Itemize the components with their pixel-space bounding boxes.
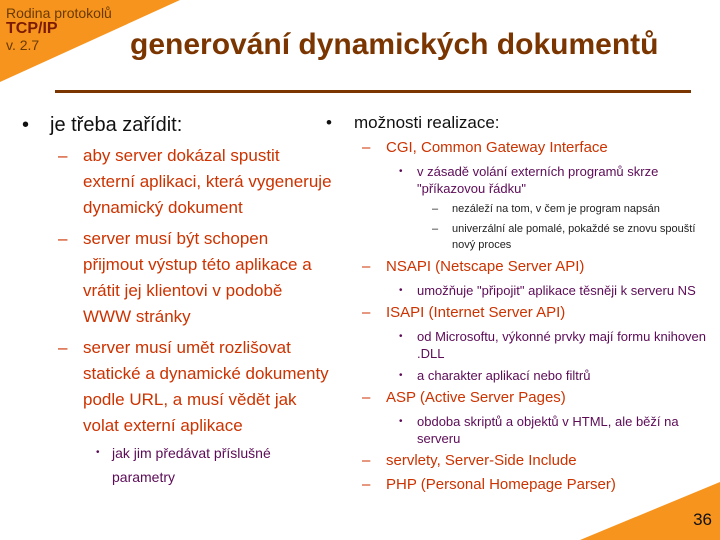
option-text: servlety, Server-Side Include	[386, 452, 577, 469]
series-name: Rodina protokolů	[6, 5, 112, 21]
sub-item	[326, 367, 718, 384]
sub-item	[326, 328, 718, 362]
page-number: 36	[693, 510, 712, 529]
dash-icon: –	[362, 389, 371, 406]
dash-icon: –	[362, 452, 371, 469]
bullet-icon: •	[399, 416, 403, 427]
right-heading-text: možnosti realizace:	[354, 113, 500, 132]
bullet-icon: •	[399, 370, 403, 381]
sub-item-text: jak jim předávat příslušné parametry	[112, 445, 271, 485]
sub-item	[22, 441, 332, 489]
dash-icon: –	[58, 338, 68, 357]
series-protocol: TCP/IP	[6, 20, 58, 37]
detail-item	[326, 201, 718, 217]
sub-item-text: umožňuje "připojit" aplikace těsněji k serveru NS	[417, 283, 696, 298]
slide-title: generování dynamických dokumentů	[130, 28, 659, 61]
bullet-icon: •	[326, 113, 332, 132]
sub-item-text: v zásadě volání externích programů skrze "příkazovou řádku"	[417, 164, 659, 196]
detail-item-text: univerzální ale pomalé, pokaždé se znovu spouští nový proces	[452, 223, 696, 251]
option-asp	[326, 388, 718, 408]
option-php	[326, 475, 718, 495]
detail-item-text: nezáleží na tom, v čem je program napsán	[452, 203, 660, 215]
option-text: ASP (Active Server Pages)	[386, 389, 566, 406]
list-item	[22, 143, 332, 221]
right-column	[326, 112, 718, 495]
list-item-text: aby server dokázal spustit externí aplikaci, která vygeneruje dynamický dokument	[83, 146, 332, 217]
dash-icon: –	[58, 229, 68, 248]
left-heading-text: je třeba zařídit:	[50, 114, 183, 136]
bullet-icon: •	[96, 447, 100, 458]
dash-icon: –	[362, 304, 371, 321]
bullet-icon: •	[22, 114, 30, 136]
left-column	[22, 112, 332, 489]
option-text: PHP (Personal Homepage Parser)	[386, 476, 616, 493]
bullet-icon: •	[399, 166, 403, 177]
sub-item-text: obdoba skriptů a objektů v HTML, ale běží na serveru	[417, 414, 679, 446]
dash-icon: –	[432, 223, 439, 235]
option-text: ISAPI (Internet Server API)	[386, 304, 566, 321]
series-version: v. 2.7	[6, 37, 40, 53]
option-isapi	[326, 303, 718, 323]
sub-item-text: od Microsoftu, výkonné prvky mají formu knihoven .DLL	[417, 329, 707, 361]
dash-icon: –	[432, 203, 439, 215]
option-servlets	[326, 451, 718, 471]
option-text: NSAPI (Netscape Server API)	[386, 258, 585, 275]
bullet-icon: •	[399, 285, 403, 296]
dash-icon: –	[362, 139, 371, 156]
dash-icon: –	[362, 258, 371, 275]
sub-item	[326, 282, 718, 299]
list-item	[22, 335, 332, 439]
title-underline	[55, 90, 691, 93]
bullet-icon: •	[399, 331, 403, 342]
right-heading	[326, 112, 718, 134]
left-heading	[22, 112, 332, 138]
sub-item	[326, 163, 718, 197]
list-item	[22, 226, 332, 330]
option-cgi	[326, 138, 718, 158]
dash-icon: –	[362, 476, 371, 493]
sub-item	[326, 413, 718, 447]
series-label	[6, 5, 112, 53]
detail-item	[326, 221, 718, 253]
dash-icon: –	[58, 146, 68, 165]
option-text: CGI, Common Gateway Interface	[386, 139, 608, 156]
option-nsapi	[326, 257, 718, 277]
list-item-text: server musí být schopen přijmout výstup této aplikace a vrátit jej klientovi v podobě WWW stránky	[83, 229, 312, 326]
list-item-text: server musí umět rozlišovat statické a dynamické dokumenty podle URL, a musí vědět jak volat externí aplikace	[83, 338, 329, 435]
sub-item-text: a charakter aplikací nebo filtrů	[417, 368, 591, 383]
